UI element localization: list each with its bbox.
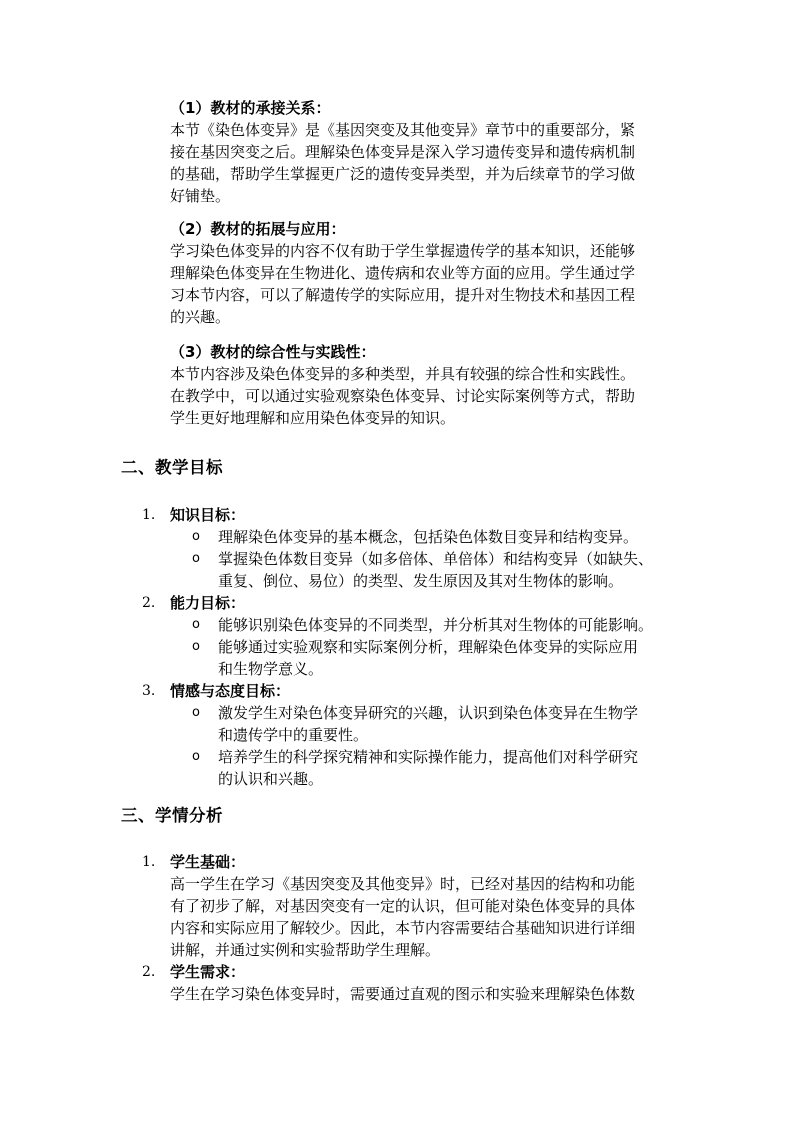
paragraph-line: 讲解，并通过实例和实验帮助学生理解。 (170, 941, 441, 959)
list-number: 3. (142, 683, 156, 699)
bullet-icon: o (192, 529, 200, 544)
section-heading-teaching-goals: 二、教学目标 (121, 458, 223, 477)
paragraph-line: 有了初步了解，对基因突变有一定的认识，但可能对染色体变异的具体 (170, 897, 636, 915)
paragraph-line: 学生更好地理解和应用染色体变异的知识。 (170, 409, 456, 427)
paragraph-line: 的基础，帮助学生掌握更广泛的遗传变异类型，并为后续章节的学习做 (170, 165, 636, 183)
bullet-item (192, 702, 700, 746)
teaching-goals-list (140, 504, 700, 790)
bullet-line: 培养学生的科学探究精神和实际操作能力，提高他们对科学研究 (218, 748, 639, 766)
bullet-line: 能够通过实验观察和实际案例分析，理解染色体变异的实际应用 (218, 638, 639, 656)
list-item (140, 592, 700, 680)
list-item-title: 知识目标： (170, 506, 246, 524)
bullet-line: 能够识别染色体变异的不同类型，并分析其对生物体的可能影响。 (218, 616, 654, 634)
bullet-line: 重复、倒位、易位）的类型、发生原因及其对生物体的影响。 (218, 572, 624, 590)
list-item-title: 能力目标： (170, 594, 246, 612)
material-integration-block (170, 341, 690, 429)
list-number: 2. (142, 595, 156, 611)
paragraph-line: 学生在学习染色体变异时，需要通过直观的图示和实验来理解染色体数 (170, 985, 636, 1003)
bullet-icon: o (192, 551, 200, 566)
list-number: 1. (142, 854, 156, 870)
bullet-line: 和遗传学中的重要性。 (218, 726, 369, 744)
bullet-line: 和生物学意义。 (218, 660, 324, 678)
bullet-line: 激发学生对染色体变异研究的兴趣，认识到染色体变异在生物学 (218, 704, 639, 722)
paragraph-line: 好铺垫。 (170, 187, 231, 205)
bullet-line: 掌握染色体数目变异（如多倍体、单倍体）和结构变异（如缺失、 (218, 550, 654, 568)
list-item-title: 学生基础： (170, 853, 246, 871)
bullet-list (170, 702, 700, 790)
paragraph-line: 内容和实际应用了解较少。因此，本节内容需要结合基础知识进行详细 (170, 919, 636, 937)
bullet-list (170, 526, 700, 592)
paragraph-line: 本节《染色体变异》是《基因突变及其他变异》章节中的重要部分，紧 (170, 121, 636, 139)
bullet-icon: o (192, 705, 200, 720)
paragraph-line: 的兴趣。 (170, 308, 231, 326)
list-item (140, 504, 700, 592)
paragraph-line: 习本节内容，可以了解遗传学的实际应用，提升对生物技术和基因工程 (170, 286, 636, 304)
material-connection-title: （1）教材的承接关系： (170, 99, 331, 117)
bullet-icon: o (192, 617, 200, 632)
paragraph-line: 在教学中，可以通过实验观察染色体变异、讨论实际案例等方式，帮助 (170, 387, 636, 405)
bullet-line: 理解染色体变异的基本概念，包括染色体数目变异和结构变异。 (218, 528, 639, 546)
list-item (140, 680, 700, 790)
list-number: 1. (142, 507, 156, 523)
bullet-icon: o (192, 639, 200, 654)
material-extension-title: （2）教材的拓展与应用： (170, 220, 346, 238)
material-connection-block (170, 97, 690, 207)
paragraph-line: 高一学生在学习《基因突变及其他变异》时，已经对基因的结构和功能 (170, 875, 636, 893)
material-integration-title: （3）教材的综合性与实践性： (170, 343, 376, 361)
list-item-title: 学生需求： (170, 963, 246, 981)
bullet-item (192, 614, 700, 636)
list-number: 2. (142, 964, 156, 980)
paragraph-line: 接在基因突变之后。理解染色体变异是深入学习遗传变异和遗传病机制 (170, 143, 636, 161)
list-item-title: 情感与态度目标： (170, 682, 291, 700)
bullet-item (192, 636, 700, 680)
bullet-item (192, 526, 700, 548)
list-item (140, 851, 700, 961)
list-item (140, 961, 700, 1005)
student-analysis-list (140, 851, 700, 1005)
material-extension-block (170, 218, 690, 328)
paragraph-line: 学习染色体变异的内容不仅有助于学生掌握遗传学的基本知识，还能够 (170, 242, 636, 260)
bullet-item (192, 746, 700, 790)
bullet-item (192, 548, 700, 592)
bullet-icon: o (192, 749, 200, 764)
bullet-line: 的认识和兴趣。 (218, 770, 324, 788)
bullet-list (170, 614, 700, 680)
paragraph-line: 理解染色体变异在生物进化、遗传病和农业等方面的应用。学生通过学 (170, 264, 636, 282)
paragraph-line: 本节内容涉及染色体变异的多种类型，并具有较强的综合性和实践性。 (170, 365, 636, 383)
section-heading-student-analysis: 三、学情分析 (121, 806, 223, 825)
